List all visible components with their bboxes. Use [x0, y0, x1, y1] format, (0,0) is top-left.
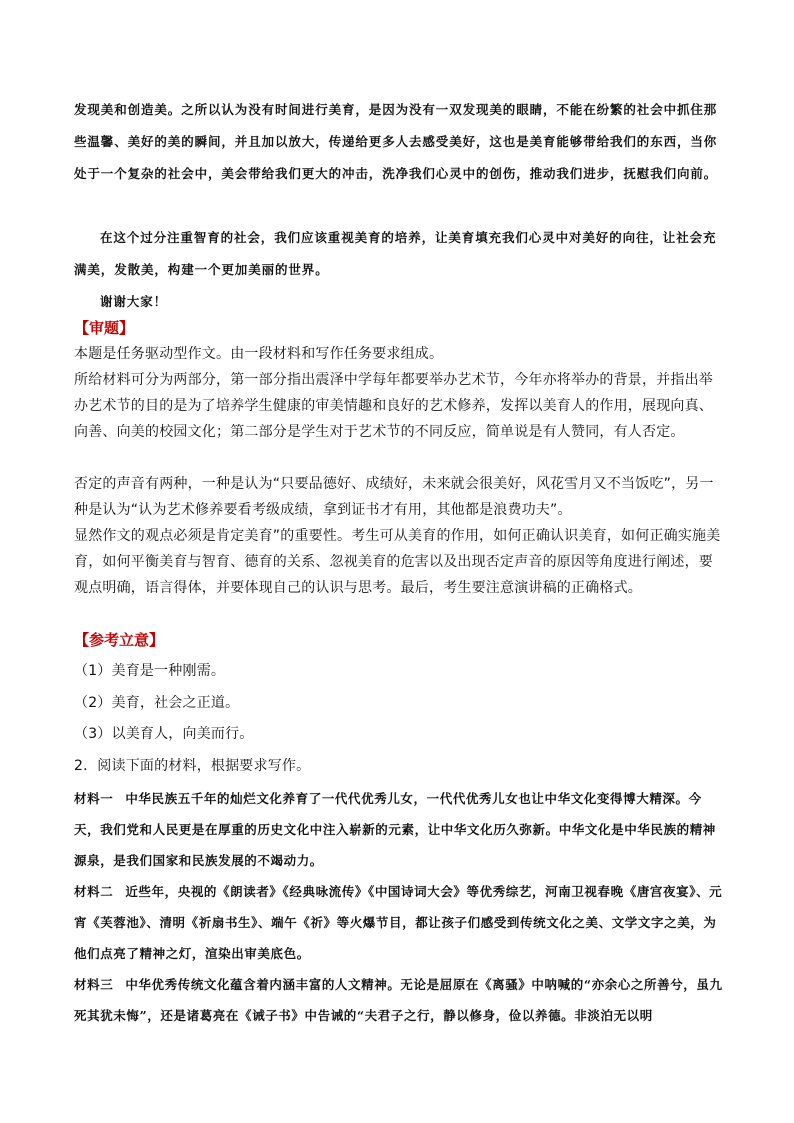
material-two	[74, 876, 724, 969]
section-heading-cankao: 【参考立意】	[74, 631, 165, 649]
material-one	[74, 783, 724, 876]
analysis-paragraph: 本题是任务驱动型作文。由一段材料和写作任务要求组成。	[74, 346, 444, 362]
material-label: 材料三	[74, 977, 114, 992]
list-item: （2）美育，社会之正道。	[74, 695, 240, 711]
section-heading-shenti: 【审题】	[74, 319, 135, 337]
material-label: 材料二	[74, 884, 114, 899]
material-three	[74, 969, 724, 1031]
list-item: （3）以美育人，向美而行。	[74, 726, 254, 742]
analysis-paragraph: 否定的声音有两种，一种是认为“只要品德好、成绩好，未来就会很美好，风花雪月又不当饭吃”，另一种是认为“认为艺术修养要看考级成绩，拿到证书才有用，其他都是浪费功夫”。	[74, 476, 714, 518]
speech-closing: 谢谢大家！	[100, 294, 168, 309]
analysis-paragraph: 显然作文的观点必须是肯定美育”的重要性。考生可从美育的作用，如何正确认识美育，如何正确实施美育，如何平衡美育与智育、德育的关系、忽视美育的危害以及出现否定声音的原因等角度进行阐述，要观点明确，语言得体，并要体现自己的认识与思考。最后，考生要注意演讲稿的正确格式。	[74, 528, 721, 596]
list-item: （1）美育是一种刚需。	[74, 663, 226, 679]
analysis-paragraph: 所给材料可分为两部分，第一部分指出震泽中学每年都要举办艺术节，今年亦将举办的背景，并指出举办艺术节的目的是为了培养学生健康的审美情趣和良好的艺术修养，发挥以美育人的作用，展现向真、向善、向美的校园文化；第二部分是学生对于艺术节的不同反应，简单说是有人赞同，有人否定。	[74, 372, 713, 440]
material-text: 中华优秀传统文化蕴含着内涵丰富的人文精神。无论是屈原在《离骚》中呐喊的“亦余心之所善兮，虽九死其犹未悔”，还是诸葛亮在《诫子书》中告诫的“夫君子之行，静以修身，俭以养德。非淡泊无以明	[74, 977, 723, 1023]
material-label: 材料一	[74, 791, 114, 806]
speech-paragraph: 在这个过分注重智育的社会，我们应该重视美育的培养，让美育填充我们心灵中对美好的向往，让社会充满美，发散美，构建一个更加美丽的世界。	[74, 230, 717, 277]
material-text: 近些年，央视的《朗读者》《经典咏流传》《中国诗词大会》等优秀综艺，河南卫视春晚《唐宫夜宴》、元宵《芙蓉池》、清明《祈扇书生》、端午《祈》等火爆节目，都让孩子们感受到传统文化之美、文学文字之美，为他们点亮了精神之灯，渲染出审美底色。	[74, 884, 723, 961]
question-prompt: 2．阅读下面的材料，根据要求写作。	[74, 758, 311, 774]
speech-paragraph: 发现美和创造美。之所以认为没有时间进行美育，是因为没有一双发现美的眼睛，不能在纷繁的社会中抓住那些温馨、美好的美的瞬间，并且加以放大，传递给更多人去感受美好，这也是美育能够带给我们的东西，当你处于一个复杂的社会中，美会带给我们更大的冲击，洗净我们心灵中的创伤，推动我们进步，抚慰我们向前。	[74, 102, 718, 181]
material-text: 中华民族五千年的灿烂文化养育了一代代优秀儿女，一代代优秀儿女也让中华文化变得博大精深。今天，我们党和人民更是在厚重的历史文化中注入崭新的元素，让中华文化历久弥新。中华文化是中华民族的精神源泉，是我们国家和民族发展的不竭动力。	[74, 791, 716, 868]
